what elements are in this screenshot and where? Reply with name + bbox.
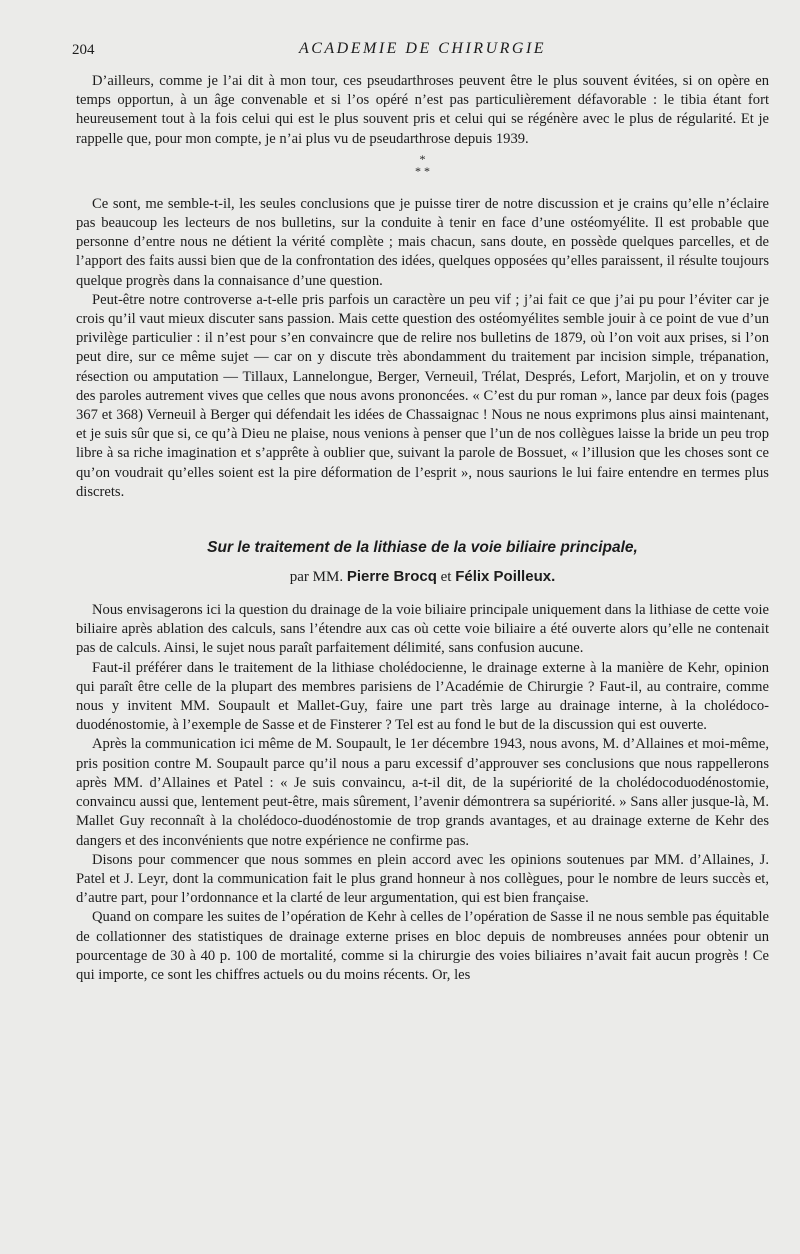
paragraph: Quand on compare les suites de l’opération de Kehr à celles de l’opération de Sasse il ne nous semble pas équitable de collationner des statistiques de drainage externe prises en bloc depuis de nombreuses années pour obtenir un pourcentage de 30 à 40 p. 100 de mortalité, comme si la chirurgie des voies biliaires n’avait fait aucun progrès ! Ce qui importe, ce sont les chiffres actuels ou du moins récents. Or, les bbox=[76, 909, 769, 983]
body-text-part3 bbox=[76, 601, 769, 985]
paragraph: Disons pour commencer que nous sommes en plein accord avec les opinions soutenues par MM. d’Allaines, J. Patel et J. Leyr, dont la communication fait le plus grand honneur à nos collègues, pour le nombre de leurs succès et, d’autre part, pour l’ordonnance et la clarté de leur argumentation, qui est bien française. bbox=[76, 851, 769, 907]
article-title: Sur le traitement de la lithiase de la voie biliaire principale, bbox=[207, 539, 638, 557]
separator-asterism-bottom: * * bbox=[415, 163, 430, 178]
paragraph: D’ailleurs, comme je l’ai dit à mon tour, ces pseudarthroses peuvent être le plus souvent évitées, si on opère en temps opportun, à un âge convenable et si l’os opéré n’est pas particulièrement défavorable : le tibia étant fort heureusement tout à la fois celui qui est le plus souvent pris et celui qui se régénère avec le plus de régularité. Et je rappelle que, pour mon compte, je n’ai plus vu de pseudarthrose depuis 1939. bbox=[76, 73, 769, 147]
paragraph: Faut-il préférer dans le traitement de la lithiase cholédocienne, le drainage externe à la manière de Kehr, opinion qui paraît être celle de la plupart des membres parisiens de l’Académie de Chirurgie ? Faut-il, au contraire, comme nous y invitent MM. Soupault et Mallet-Guy, faire une part très large au drainage interne, à la cholédoco-duodénostomie, à l’exemple de Sasse et de Finsterer ? Tel est au fond le but de la discussion qui est ouverte. bbox=[76, 659, 769, 734]
byline-conjunction: et bbox=[440, 569, 452, 586]
paragraph: Ce sont, me semble-t-il, les seules conclusions que je puisse tirer de notre discussion et je crains qu’elle n’éclaire pas beaucoup les lecteurs de nos bulletins, sur la conduite à tenir en face d’une ostéomyélite. Il est probable que personne d’entre nous ne détient la vérité complète ; mais chacun, sans doute, en possède quelques parcelles, et de l’apport des faits aussi bien que de la confrontation des idées, quelques opposées qu’elles paraissent, il résulte toujours quelque progrès dans la connaisance d’une question. bbox=[76, 195, 769, 289]
author-name: Félix Poilleux. bbox=[455, 568, 556, 586]
body-text-part1 bbox=[76, 72, 769, 149]
byline-prefix: par MM. bbox=[289, 569, 344, 586]
article-byline bbox=[76, 567, 769, 587]
section-separator bbox=[76, 149, 769, 195]
paragraph: Nous envisagerons ici la question du drainage de la voie biliaire principale uniquement dans la lithiase de cette voie biliaire après ablation des calculs, sans l’étendre aux cas où cette voie biliaire a été ouverte alors qu’elle ne contenait pas de calculs. Ainsi, le sujet nous paraît parfaitement délimité, sans confusion aucune. bbox=[76, 602, 769, 657]
body-text-part2 bbox=[76, 195, 769, 502]
page-header bbox=[72, 36, 769, 66]
running-head: ACADEMIE DE CHIRURGIE bbox=[298, 40, 547, 57]
paragraph: Après la communication ici même de M. Soupault, le 1er décembre 1943, nous avons, M. d’Allaines et moi-même, pris position contre M. Soupault parce qu’il nous a paru excessif d’approuver ses conclusions que nous rappellerons après MM. d’Allaines et Patel : « Je suis convaincu, a-t-il dit, de la supériorité de la cholédocoduodénostomie, convaincu aussi que, lentement peut-être, mais sûrement, l’avenir démontrera sa supériorité. » Sans aller jusque-là, M. Mallet Guy reconnaît à la cholédoco-duodénostomie de trop grands avantages, et au drainage externe de Kehr des dangers et des inconvénients que notre expérience ne confirme pas. bbox=[76, 736, 769, 849]
author-name: Pierre Brocq bbox=[346, 568, 437, 586]
separator-asterism-top: * bbox=[419, 151, 426, 166]
page-number: 204 bbox=[72, 42, 95, 58]
paragraph: Peut-être notre controverse a-t-elle pris parfois un caractère un peu vif ; j’ai fait ce que j’ai pu pour l’éviter car je crois qu’il vaut mieux discuter sans passion. Mais cette question des ostéomyélites semble jouir à ce point de vue d’un privilège particulier : il n’est pour s’en convaincre que de relire nos bulletins de 1879, où l’on voit aux prises, si l’on peut dire, sur ce même sujet — car on y discute très abondamment du traitement par incision simple, trépanation, résection ou amputation — Tillaux, Lannelongue, Berger, Verneuil, Trélat, Després, Lefort, Marjolin, et on y trouve des paroles autrement vives que celles que nous avons prononcées. « C’est du pur roman », lance par deux fois (pages 367 et 368) Verneuil à Berger qui défendait les idées de Chassaignac ! Nous ne nous exprimons plus ainsi maintenant, et je suis sûr que si, ce qu’à Dieu ne plaise, nous venions à penser que l’un de nos collègues laisse la bride un peu trop libre à sa riche imagination et s’apprête à oublier que, suivant la parole de Bossuet, « l’illusion que les choses sont ce qu’on voudrait qu’elles soient est la pire déformation de l’esprit », nous saurions le lui faire entendre en termes plus discrets. bbox=[76, 291, 769, 500]
